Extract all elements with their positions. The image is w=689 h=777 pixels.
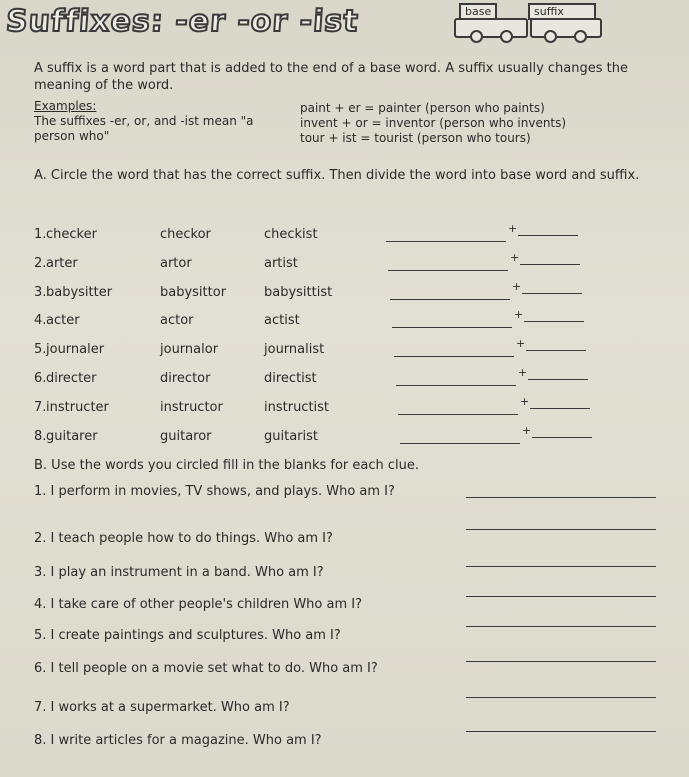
example-item: invent + or = inventor (person who invents) xyxy=(300,116,567,130)
suffix-train-car xyxy=(530,18,602,38)
answer-blank[interactable] xyxy=(466,596,656,597)
base-word-blank[interactable] xyxy=(390,299,510,300)
intro-text: A suffix is a word part that is added to the end of a base word. A suffix usually changes the meaning of the word. xyxy=(34,61,628,93)
section-a-row xyxy=(34,280,664,303)
wheel-icon xyxy=(500,30,513,43)
base-word-blank[interactable] xyxy=(400,443,520,444)
suffix-blank[interactable] xyxy=(518,235,578,236)
plus-sign: + xyxy=(508,222,518,235)
clue-text: 4. I take care of other people's children Who am I? xyxy=(34,597,363,612)
word-option[interactable]: journalist xyxy=(264,342,325,357)
word-option[interactable]: checkor xyxy=(160,227,211,242)
word-option[interactable]: checkist xyxy=(264,227,318,242)
section-a-row xyxy=(34,222,664,245)
clue-text: 2. I teach people how to do things. Who am I? xyxy=(34,531,333,546)
row-number: 5. xyxy=(34,342,47,357)
suffix-blank[interactable] xyxy=(524,321,584,322)
plus-sign: + xyxy=(518,366,528,379)
row-number: 4. xyxy=(34,313,47,328)
row-number: 3. xyxy=(34,285,47,300)
base-word-blank[interactable] xyxy=(388,270,508,271)
word-option[interactable]: babysitter xyxy=(46,285,113,300)
word-option[interactable]: acter xyxy=(46,313,80,328)
word-option[interactable]: directer xyxy=(46,371,97,386)
section-a-row xyxy=(34,366,664,389)
plus-sign: + xyxy=(510,251,520,264)
base-word-blank[interactable] xyxy=(398,414,518,415)
base-word-blank[interactable] xyxy=(392,327,512,328)
clue-text: 5. I create paintings and sculptures. Who am I? xyxy=(34,628,341,643)
suffix-blank[interactable] xyxy=(522,293,582,294)
section-a-row xyxy=(34,308,664,331)
suffix-blank[interactable] xyxy=(528,379,588,380)
section-a-row xyxy=(34,251,664,274)
answer-blank[interactable] xyxy=(466,626,656,627)
word-option[interactable]: journaler xyxy=(46,342,105,357)
answer-blank[interactable] xyxy=(466,529,656,530)
answer-blank[interactable] xyxy=(466,497,656,498)
example-item: tour + ist = tourist (person who tours) xyxy=(300,131,531,145)
word-option[interactable]: instructist xyxy=(264,400,330,415)
clue-text: 8. I write articles for a magazine. Who am I? xyxy=(34,733,322,748)
examples-list xyxy=(300,101,566,146)
base-box-label: base xyxy=(459,3,497,20)
plus-sign: + xyxy=(514,308,524,321)
clue-text: 3. I play an instrument in a band. Who am I? xyxy=(34,565,324,580)
base-word-blank[interactable] xyxy=(394,356,514,357)
word-option[interactable]: babysittor xyxy=(160,285,227,300)
row-number: 2. xyxy=(34,256,47,271)
word-option[interactable]: artist xyxy=(264,256,298,271)
word-option[interactable]: guitaror xyxy=(160,429,212,444)
section-a-row xyxy=(34,424,664,447)
section-b-instructions: B. Use the words you circled fill in the blanks for each clue. xyxy=(34,458,420,473)
base-train-car xyxy=(454,18,528,38)
word-option[interactable]: instructer xyxy=(46,400,109,415)
suffix-blank[interactable] xyxy=(520,264,580,265)
wheel-icon xyxy=(574,30,587,43)
word-option[interactable]: directist xyxy=(264,371,317,386)
plus-sign: + xyxy=(522,424,532,437)
word-option[interactable]: checker xyxy=(46,227,97,242)
answer-blank[interactable] xyxy=(466,697,656,698)
row-number: 6. xyxy=(34,371,47,386)
section-a-row xyxy=(34,337,664,360)
plus-sign: + xyxy=(520,395,530,408)
word-option[interactable]: arter xyxy=(46,256,78,271)
row-number: 1. xyxy=(34,227,47,242)
suffix-blank[interactable] xyxy=(530,408,590,409)
word-option[interactable]: director xyxy=(160,371,211,386)
answer-blank[interactable] xyxy=(466,661,656,662)
word-option[interactable]: actor xyxy=(160,313,194,328)
worksheet-title: Suffixes: -er -or -ist xyxy=(4,4,360,39)
answer-blank[interactable] xyxy=(466,731,656,732)
word-option[interactable]: artor xyxy=(160,256,192,271)
section-a-row xyxy=(34,395,664,418)
base-word-blank[interactable] xyxy=(396,385,516,386)
wheel-icon xyxy=(544,30,557,43)
clue-text: 6. I tell people on a movie set what to do. Who am I? xyxy=(34,661,378,676)
suffix-box-label: suffix xyxy=(528,3,596,20)
examples-label: Examples: xyxy=(34,99,97,113)
wheel-icon xyxy=(470,30,483,43)
clue-text: 1. I perform in movies, TV shows, and plays. Who am I? xyxy=(34,484,395,499)
base-word-blank[interactable] xyxy=(386,241,506,242)
clue-text: 7. I works at a supermarket. Who am I? xyxy=(34,700,290,715)
section-a-instructions: A. Circle the word that has the correct suffix. Then divide the word into base word and suffix. xyxy=(34,168,640,183)
row-number: 8. xyxy=(34,429,47,444)
word-option[interactable]: guitarer xyxy=(46,429,98,444)
word-option[interactable]: guitarist xyxy=(264,429,318,444)
plus-sign: + xyxy=(512,280,522,293)
word-option[interactable]: actist xyxy=(264,313,300,328)
word-option[interactable]: journalor xyxy=(160,342,219,357)
word-option[interactable]: babysittist xyxy=(264,285,333,300)
plus-sign: + xyxy=(516,337,526,350)
answer-blank[interactable] xyxy=(466,566,656,567)
examples-note: The suffixes -er, or, and -ist mean "a person who" xyxy=(34,114,254,143)
suffix-blank[interactable] xyxy=(532,437,592,438)
row-number: 7. xyxy=(34,400,47,415)
example-item: paint + er = painter (person who paints) xyxy=(300,101,545,115)
word-option[interactable]: instructor xyxy=(160,400,223,415)
suffix-blank[interactable] xyxy=(526,350,586,351)
